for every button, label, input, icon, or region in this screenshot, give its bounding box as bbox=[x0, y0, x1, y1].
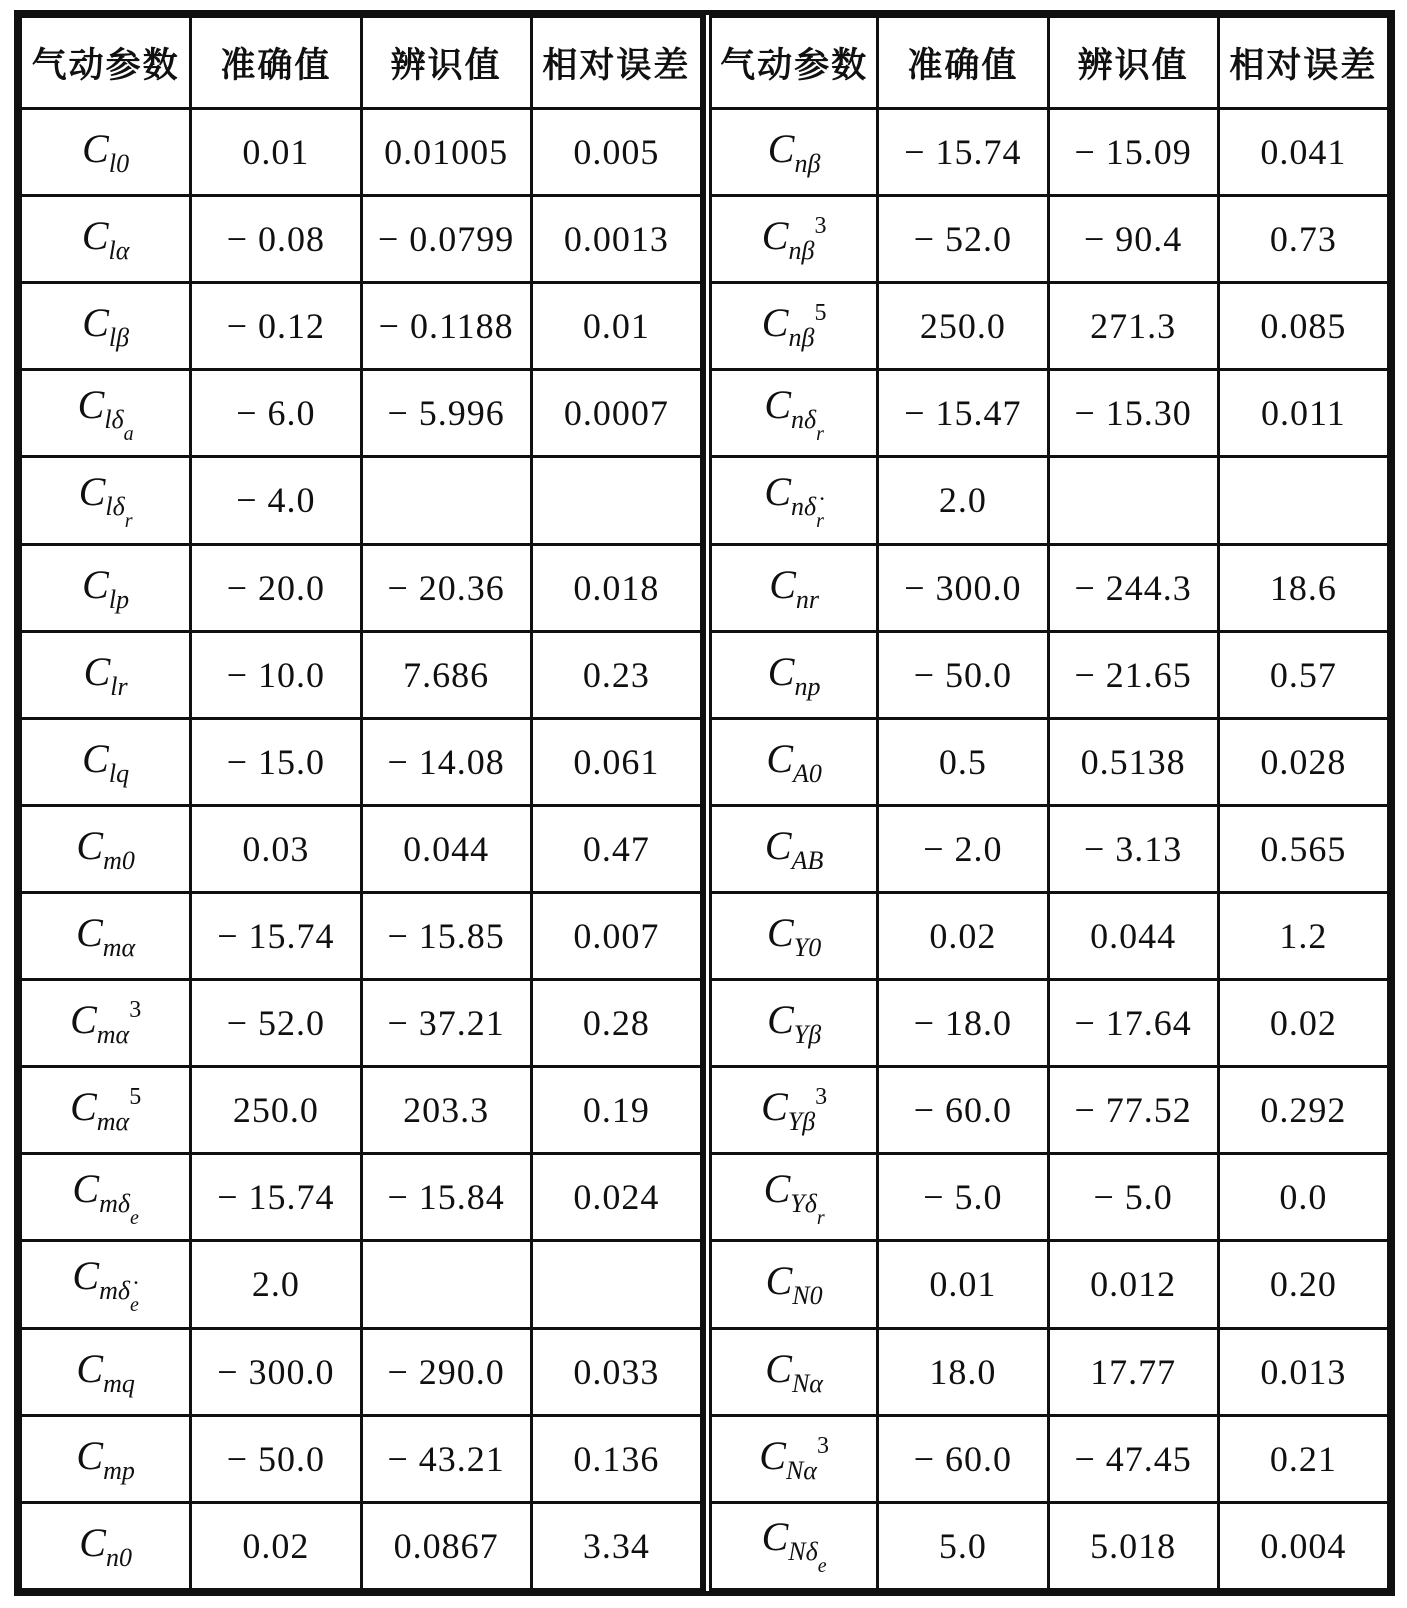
param-superscript: 5 bbox=[129, 1084, 142, 1111]
table-row bbox=[21, 718, 702, 805]
param-subscript: lβ bbox=[108, 323, 130, 353]
header-row bbox=[708, 17, 1389, 109]
table-row bbox=[708, 370, 1389, 457]
exact-value-cell: − 15.74 bbox=[878, 109, 1048, 196]
param-subscript: nr bbox=[795, 584, 820, 614]
param-base: C bbox=[79, 1519, 106, 1565]
param-cell bbox=[708, 805, 878, 892]
parameter-table-grid bbox=[14, 10, 1395, 1596]
exact-value-cell: − 0.12 bbox=[191, 283, 361, 370]
param-subsubscript: r bbox=[124, 509, 133, 532]
param-cell bbox=[21, 631, 191, 718]
relative-error-cell: 0.20 bbox=[1218, 1241, 1388, 1328]
relative-error-cell: 0.013 bbox=[1218, 1328, 1388, 1415]
exact-value-cell: − 15.74 bbox=[191, 892, 361, 979]
column-header: 气动参数 bbox=[21, 17, 191, 109]
param-base: C bbox=[82, 561, 109, 607]
param-cell bbox=[21, 980, 191, 1067]
identified-value-cell: 0.044 bbox=[361, 805, 531, 892]
param-superscript: 3 bbox=[129, 997, 142, 1024]
param-subscript: nβ bbox=[788, 236, 815, 266]
empty-cell bbox=[361, 457, 531, 544]
param-subscript: mq bbox=[103, 1368, 135, 1398]
relative-error-cell: 3.34 bbox=[531, 1502, 701, 1589]
param-subscript: mδ̇e bbox=[99, 1275, 139, 1316]
empty-cell bbox=[531, 457, 701, 544]
exact-value-cell: − 52.0 bbox=[878, 196, 1048, 283]
param-base: C bbox=[764, 381, 792, 427]
relative-error-cell: 0.011 bbox=[1218, 370, 1388, 457]
param-base: C bbox=[767, 910, 794, 956]
empty-cell bbox=[361, 1241, 531, 1328]
identified-value-cell: 7.686 bbox=[361, 631, 531, 718]
param-superscript: 3 bbox=[814, 213, 827, 240]
param-subscript: mα bbox=[102, 933, 136, 963]
exact-value-cell: 2.0 bbox=[878, 457, 1048, 544]
identified-value-cell: − 290.0 bbox=[361, 1328, 531, 1415]
param-cell bbox=[708, 1328, 878, 1415]
table-row bbox=[708, 109, 1389, 196]
column-header: 准确值 bbox=[878, 17, 1048, 109]
param-subscript: Nδe bbox=[788, 1537, 827, 1578]
param-cell bbox=[708, 1067, 878, 1154]
exact-value-cell: 5.0 bbox=[878, 1502, 1048, 1589]
identified-value-cell: − 37.21 bbox=[361, 980, 531, 1067]
param-cell bbox=[21, 892, 191, 979]
relative-error-cell: 0.28 bbox=[531, 980, 701, 1067]
param-cell bbox=[708, 980, 878, 1067]
exact-value-cell: − 300.0 bbox=[191, 1328, 361, 1415]
relative-error-cell: 0.57 bbox=[1218, 631, 1388, 718]
param-subscript: AB bbox=[791, 845, 824, 875]
param-subscript: Y0 bbox=[793, 933, 822, 963]
param-cell bbox=[21, 370, 191, 457]
column-header: 辨识值 bbox=[361, 17, 531, 109]
table-row bbox=[21, 109, 702, 196]
param-subscript: A0 bbox=[793, 758, 822, 788]
param-cell bbox=[21, 544, 191, 631]
table-header-left bbox=[21, 17, 702, 109]
param-subscript: lδa bbox=[104, 404, 134, 445]
relative-error-cell: 0.0013 bbox=[531, 196, 701, 283]
relative-error-cell: 0.565 bbox=[1218, 805, 1388, 892]
table-row bbox=[21, 1154, 702, 1241]
param-cell bbox=[708, 457, 878, 544]
identified-value-cell: − 244.3 bbox=[1048, 544, 1218, 631]
relative-error-cell: 0.02 bbox=[1218, 980, 1388, 1067]
relative-error-cell: 0.136 bbox=[531, 1415, 701, 1502]
param-cell bbox=[21, 1328, 191, 1415]
table-row bbox=[21, 892, 702, 979]
param-subscript: lα bbox=[108, 236, 130, 266]
param-subscript: mp bbox=[103, 1455, 135, 1485]
param-cell bbox=[21, 1502, 191, 1589]
param-subsubscript: e bbox=[129, 1206, 139, 1229]
exact-value-cell: 0.02 bbox=[878, 892, 1048, 979]
identified-value-cell: 271.3 bbox=[1048, 283, 1218, 370]
identified-value-cell: − 3.13 bbox=[1048, 805, 1218, 892]
exact-value-cell: 250.0 bbox=[191, 1067, 361, 1154]
table-row bbox=[708, 544, 1389, 631]
param-base: C bbox=[767, 997, 794, 1043]
identified-value-cell: − 15.84 bbox=[361, 1154, 531, 1241]
exact-value-cell: − 60.0 bbox=[878, 1067, 1048, 1154]
param-cell bbox=[708, 718, 878, 805]
param-base: C bbox=[72, 1252, 100, 1298]
table-row bbox=[21, 1502, 702, 1589]
identified-value-cell: − 47.45 bbox=[1048, 1415, 1218, 1502]
table-row bbox=[708, 980, 1389, 1067]
exact-value-cell: − 4.0 bbox=[191, 457, 361, 544]
relative-error-cell: 0.007 bbox=[531, 892, 701, 979]
exact-value-cell: − 52.0 bbox=[191, 980, 361, 1067]
exact-value-cell: − 60.0 bbox=[878, 1415, 1048, 1502]
param-subscript: mα bbox=[96, 1107, 130, 1137]
param-cell bbox=[708, 109, 878, 196]
param-subsubscript: e bbox=[129, 1293, 139, 1316]
table-row bbox=[708, 283, 1389, 370]
table-row bbox=[21, 805, 702, 892]
identified-value-cell: − 77.52 bbox=[1048, 1067, 1218, 1154]
param-base: C bbox=[761, 1514, 789, 1560]
exact-value-cell: − 50.0 bbox=[878, 631, 1048, 718]
param-base: C bbox=[81, 213, 109, 259]
param-base: C bbox=[767, 648, 795, 694]
identified-value-cell: − 5.0 bbox=[1048, 1154, 1218, 1241]
param-base: C bbox=[764, 822, 792, 868]
param-subscript: Yβ bbox=[793, 1020, 822, 1050]
param-base: C bbox=[764, 468, 792, 514]
table-row bbox=[21, 544, 702, 631]
identified-value-cell: − 21.65 bbox=[1048, 631, 1218, 718]
exact-value-cell: 0.5 bbox=[878, 718, 1048, 805]
param-cell bbox=[21, 1415, 191, 1502]
column-header: 相对误差 bbox=[531, 17, 701, 109]
param-base: C bbox=[763, 1165, 791, 1211]
param-cell bbox=[708, 892, 878, 979]
relative-error-cell: 0.061 bbox=[531, 718, 701, 805]
param-cell bbox=[708, 1415, 878, 1502]
param-cell bbox=[21, 196, 191, 283]
param-subscript: lr bbox=[110, 671, 128, 701]
param-base: C bbox=[765, 1345, 792, 1391]
identified-value-cell: − 90.4 bbox=[1048, 196, 1218, 283]
table-row bbox=[708, 457, 1389, 544]
identified-value-cell: − 17.64 bbox=[1048, 980, 1218, 1067]
param-subscript: l0 bbox=[108, 149, 130, 179]
table-row bbox=[21, 196, 702, 283]
param-cell bbox=[21, 457, 191, 544]
param-subsubscript: r bbox=[816, 1206, 825, 1229]
identified-value-cell: 0.0867 bbox=[361, 1502, 531, 1589]
relative-error-cell: 0.005 bbox=[531, 109, 701, 196]
param-base: C bbox=[82, 300, 109, 346]
param-cell bbox=[708, 1154, 878, 1241]
identified-value-cell: 0.044 bbox=[1048, 892, 1218, 979]
param-subscript: Nα bbox=[791, 1368, 823, 1398]
param-superscript: 5 bbox=[814, 300, 827, 327]
table-row bbox=[21, 457, 702, 544]
exact-value-cell: − 18.0 bbox=[878, 980, 1048, 1067]
identified-value-cell: − 5.996 bbox=[361, 370, 531, 457]
aero-parameter-table-right bbox=[703, 15, 1390, 1591]
identified-value-cell: 5.018 bbox=[1048, 1502, 1218, 1589]
identified-value-cell: − 14.08 bbox=[361, 718, 531, 805]
param-base: C bbox=[766, 735, 794, 781]
param-base: C bbox=[70, 1084, 97, 1130]
relative-error-cell: 0.0 bbox=[1218, 1154, 1388, 1241]
table-row bbox=[21, 283, 702, 370]
exact-value-cell: 0.03 bbox=[191, 805, 361, 892]
relative-error-cell: 0.23 bbox=[531, 631, 701, 718]
param-base: C bbox=[767, 126, 795, 172]
param-base: C bbox=[76, 1345, 104, 1391]
param-cell bbox=[21, 109, 191, 196]
table-row bbox=[708, 1067, 1389, 1154]
param-cell bbox=[708, 1241, 878, 1328]
param-cell bbox=[708, 544, 878, 631]
table-row bbox=[708, 631, 1389, 718]
relative-error-cell: 0.024 bbox=[531, 1154, 701, 1241]
param-cell bbox=[708, 631, 878, 718]
param-subsubscript: e bbox=[817, 1555, 827, 1578]
empty-cell bbox=[1048, 457, 1218, 544]
param-superscript: 3 bbox=[815, 1084, 828, 1111]
identified-value-cell: 0.5138 bbox=[1048, 718, 1218, 805]
param-base: C bbox=[83, 648, 111, 694]
param-base: C bbox=[759, 1432, 786, 1478]
param-subsubscript: a bbox=[123, 422, 134, 445]
exact-value-cell: − 300.0 bbox=[878, 544, 1048, 631]
table-row bbox=[708, 1241, 1389, 1328]
param-cell bbox=[708, 370, 878, 457]
identified-value-cell: − 15.30 bbox=[1048, 370, 1218, 457]
param-cell bbox=[21, 1154, 191, 1241]
param-subscript: lq bbox=[108, 758, 130, 788]
identified-value-cell: − 43.21 bbox=[361, 1415, 531, 1502]
exact-value-cell: − 15.47 bbox=[878, 370, 1048, 457]
relative-error-cell: 0.292 bbox=[1218, 1067, 1388, 1154]
table-row bbox=[21, 1241, 702, 1328]
column-header: 准确值 bbox=[191, 17, 361, 109]
exact-value-cell: 2.0 bbox=[191, 1241, 361, 1328]
param-base: C bbox=[761, 1084, 788, 1130]
table-row bbox=[708, 892, 1389, 979]
identified-value-cell: − 15.85 bbox=[361, 892, 531, 979]
param-subscript: nδr bbox=[791, 404, 824, 445]
table-row bbox=[21, 370, 702, 457]
table-row bbox=[708, 805, 1389, 892]
param-cell bbox=[21, 1067, 191, 1154]
param-base: C bbox=[77, 381, 105, 427]
param-cell bbox=[708, 283, 878, 370]
relative-error-cell: 0.21 bbox=[1218, 1415, 1388, 1502]
relative-error-cell: 0.028 bbox=[1218, 718, 1388, 805]
table-row bbox=[708, 1502, 1389, 1589]
table-row bbox=[708, 1154, 1389, 1241]
identified-value-cell: 203.3 bbox=[361, 1067, 531, 1154]
param-cell bbox=[708, 1502, 878, 1589]
relative-error-cell: 0.018 bbox=[531, 544, 701, 631]
identified-value-cell: 0.012 bbox=[1048, 1241, 1218, 1328]
param-base: C bbox=[82, 735, 109, 781]
column-header: 气动参数 bbox=[708, 17, 878, 109]
param-subscript: lp bbox=[108, 584, 130, 614]
param-base: C bbox=[761, 213, 789, 259]
param-base: C bbox=[82, 126, 109, 172]
relative-error-cell: 18.6 bbox=[1218, 544, 1388, 631]
param-subscript: nδ̇r bbox=[791, 491, 824, 532]
param-subscript: lδr bbox=[105, 491, 133, 532]
relative-error-cell: 0.19 bbox=[531, 1067, 701, 1154]
identified-value-cell: − 0.1188 bbox=[361, 283, 531, 370]
exact-value-cell: − 6.0 bbox=[191, 370, 361, 457]
relative-error-cell: 0.085 bbox=[1218, 283, 1388, 370]
identified-value-cell: 0.01005 bbox=[361, 109, 531, 196]
param-subscript: nβ bbox=[788, 323, 815, 353]
exact-value-cell: 18.0 bbox=[878, 1328, 1048, 1415]
param-base: C bbox=[78, 468, 106, 514]
table-row bbox=[21, 980, 702, 1067]
table-row bbox=[708, 196, 1389, 283]
table-row bbox=[21, 1067, 702, 1154]
table-body-left bbox=[21, 109, 702, 1590]
exact-value-cell: 250.0 bbox=[878, 283, 1048, 370]
table-row bbox=[21, 631, 702, 718]
relative-error-cell: 0.033 bbox=[531, 1328, 701, 1415]
param-base: C bbox=[761, 300, 789, 346]
relative-error-cell: 0.47 bbox=[531, 805, 701, 892]
identified-value-cell: − 20.36 bbox=[361, 544, 531, 631]
param-subscript: mα bbox=[96, 1020, 130, 1050]
param-base: C bbox=[76, 822, 104, 868]
table-row bbox=[708, 718, 1389, 805]
exact-value-cell: 0.01 bbox=[878, 1241, 1048, 1328]
table-row bbox=[708, 1415, 1389, 1502]
empty-cell bbox=[1218, 457, 1388, 544]
param-base: C bbox=[76, 910, 103, 956]
exact-value-cell: 0.02 bbox=[191, 1502, 361, 1589]
param-subsubscript: r bbox=[816, 422, 824, 445]
table-header-right bbox=[708, 17, 1389, 109]
relative-error-cell: 0.01 bbox=[531, 283, 701, 370]
exact-value-cell: − 50.0 bbox=[191, 1415, 361, 1502]
param-base: C bbox=[769, 561, 796, 607]
param-subscript: np bbox=[794, 671, 821, 701]
param-subscript: Yβ bbox=[787, 1107, 816, 1137]
identified-value-cell: − 15.09 bbox=[1048, 109, 1218, 196]
exact-value-cell: − 0.08 bbox=[191, 196, 361, 283]
param-subsubscript: r bbox=[816, 509, 824, 532]
identified-value-cell: − 0.0799 bbox=[361, 196, 531, 283]
param-cell bbox=[21, 805, 191, 892]
table-row bbox=[21, 1415, 702, 1502]
param-cell bbox=[21, 283, 191, 370]
relative-error-cell: 0.004 bbox=[1218, 1502, 1388, 1589]
param-subscript: nβ bbox=[794, 149, 821, 179]
relative-error-cell: 0.73 bbox=[1218, 196, 1388, 283]
relative-error-cell: 0.041 bbox=[1218, 109, 1388, 196]
param-subscript: n0 bbox=[105, 1542, 132, 1572]
aero-parameter-table-left bbox=[19, 15, 703, 1591]
exact-value-cell: − 2.0 bbox=[878, 805, 1048, 892]
table-row bbox=[708, 1328, 1389, 1415]
param-subscript: Nα bbox=[785, 1455, 817, 1485]
param-base: C bbox=[70, 997, 97, 1043]
relative-error-cell: 0.0007 bbox=[531, 370, 701, 457]
param-cell bbox=[21, 718, 191, 805]
exact-value-cell: − 10.0 bbox=[191, 631, 361, 718]
column-header: 相对误差 bbox=[1218, 17, 1388, 109]
param-base: C bbox=[765, 1258, 793, 1304]
param-subscript: Yδr bbox=[790, 1188, 825, 1229]
param-cell bbox=[708, 196, 878, 283]
param-base: C bbox=[72, 1165, 100, 1211]
exact-value-cell: 0.01 bbox=[191, 109, 361, 196]
param-superscript: 3 bbox=[816, 1432, 829, 1459]
relative-error-cell: 1.2 bbox=[1218, 892, 1388, 979]
exact-value-cell: − 5.0 bbox=[878, 1154, 1048, 1241]
table-body-right bbox=[708, 109, 1389, 1590]
param-subscript: N0 bbox=[792, 1281, 823, 1311]
exact-value-cell: − 20.0 bbox=[191, 544, 361, 631]
identified-value-cell: 17.77 bbox=[1048, 1328, 1218, 1415]
param-subscript: m0 bbox=[103, 845, 135, 875]
exact-value-cell: − 15.74 bbox=[191, 1154, 361, 1241]
header-row bbox=[21, 17, 702, 109]
empty-cell bbox=[531, 1241, 701, 1328]
param-subscript: mδe bbox=[99, 1188, 139, 1229]
exact-value-cell: − 15.0 bbox=[191, 718, 361, 805]
table-row bbox=[21, 1328, 702, 1415]
column-header: 辨识值 bbox=[1048, 17, 1218, 109]
param-base: C bbox=[76, 1432, 104, 1478]
param-cell bbox=[21, 1241, 191, 1328]
